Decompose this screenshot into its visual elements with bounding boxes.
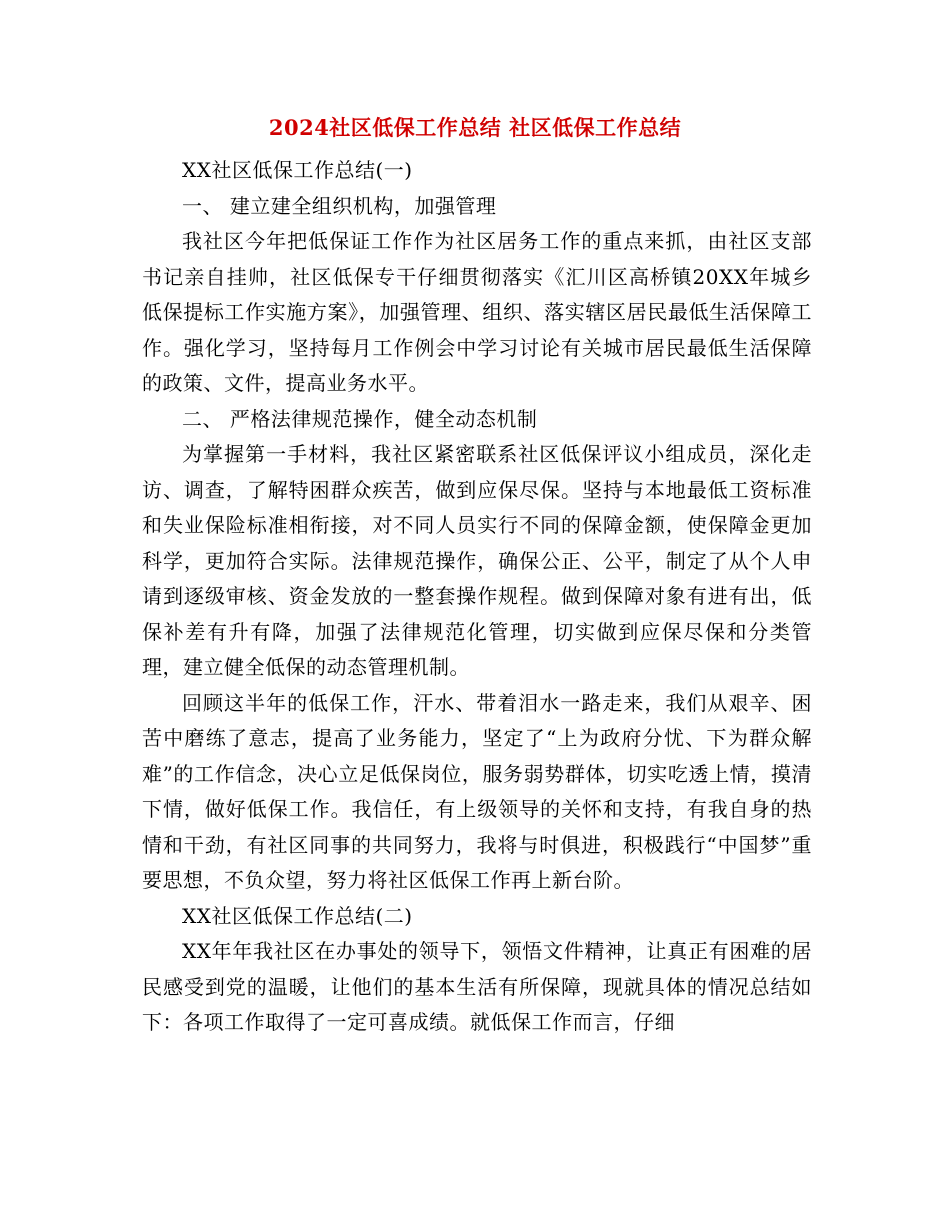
paragraph: 我社区今年把低保证工作作为社区居务工作的重点来抓，由社区支部书记亲自挂帅，社区低保专干仔细贯彻落实《汇川区高桥镇20XX年城乡低保提标工作实施方案》，加强管理、组织、落实辖区居民最低生活保障工作。强化学习，坚持每月工作例会中学习讨论有关城市居民最低生活保障的政策、文件，提高业务水平。 <box>142 229 812 395</box>
subheading-2: 二、 严格法律规范操作，健全动态机制 <box>182 406 538 431</box>
document-title: 2024社区低保工作总结 社区低保工作总结 <box>268 115 682 140</box>
document-body <box>142 153 812 1041</box>
paragraph: XX年年我社区在办事处的领导下，领悟文件精神，让真正有困难的居民感受到党的温暖，让他们的基本生活有所保障，现就具体的情况总结如下：各项工作取得了一定可喜成绩。就低保工作而言，仔细 <box>142 939 812 1034</box>
section-heading-1: XX社区低保工作总结(一) <box>182 158 413 182</box>
section-heading-2: XX社区低保工作总结(二) <box>182 903 413 928</box>
paragraph: 为掌握第一手材料，我社区紧密联系社区低保评议小组成员，深化走访、调查，了解特困群众疾苦，做到应保尽保。坚持与本地最低工资标准和失业保险标准相衔接，对不同人员实行不同的保障金额，使保障金更加科学，更加符合实际。法律规范操作，确保公正、公平，制定了从个人申请到逐级审核、资金发放的一整套操作规程。做到保障对象有进有出，低保补差有升有降，加强了法律规范化管理，切实做到应保尽保和分类管理，建立健全低保的动态管理机制。 <box>142 442 812 679</box>
paragraph: 回顾这半年的低保工作，汗水、带着泪水一路走来，我们从艰辛、困苦中磨练了意志，提高了业务能力，坚定了“上为政府分忧、下为群众解难”的工作信念，决心立足低保岗位，服务弱势群体，切实吃透上情，摸清下情，做好低保工作。我信任，有上级领导的关怀和支持，有我自身的热情和干劲，有社区同事的共同努力，我将与时俱进，积极践行“中国梦”重要思想，不负众望，努力将社区低保工作再上新台阶。 <box>142 690 812 892</box>
subheading-1: 一、 建立建全组织机构，加强管理 <box>182 193 497 218</box>
